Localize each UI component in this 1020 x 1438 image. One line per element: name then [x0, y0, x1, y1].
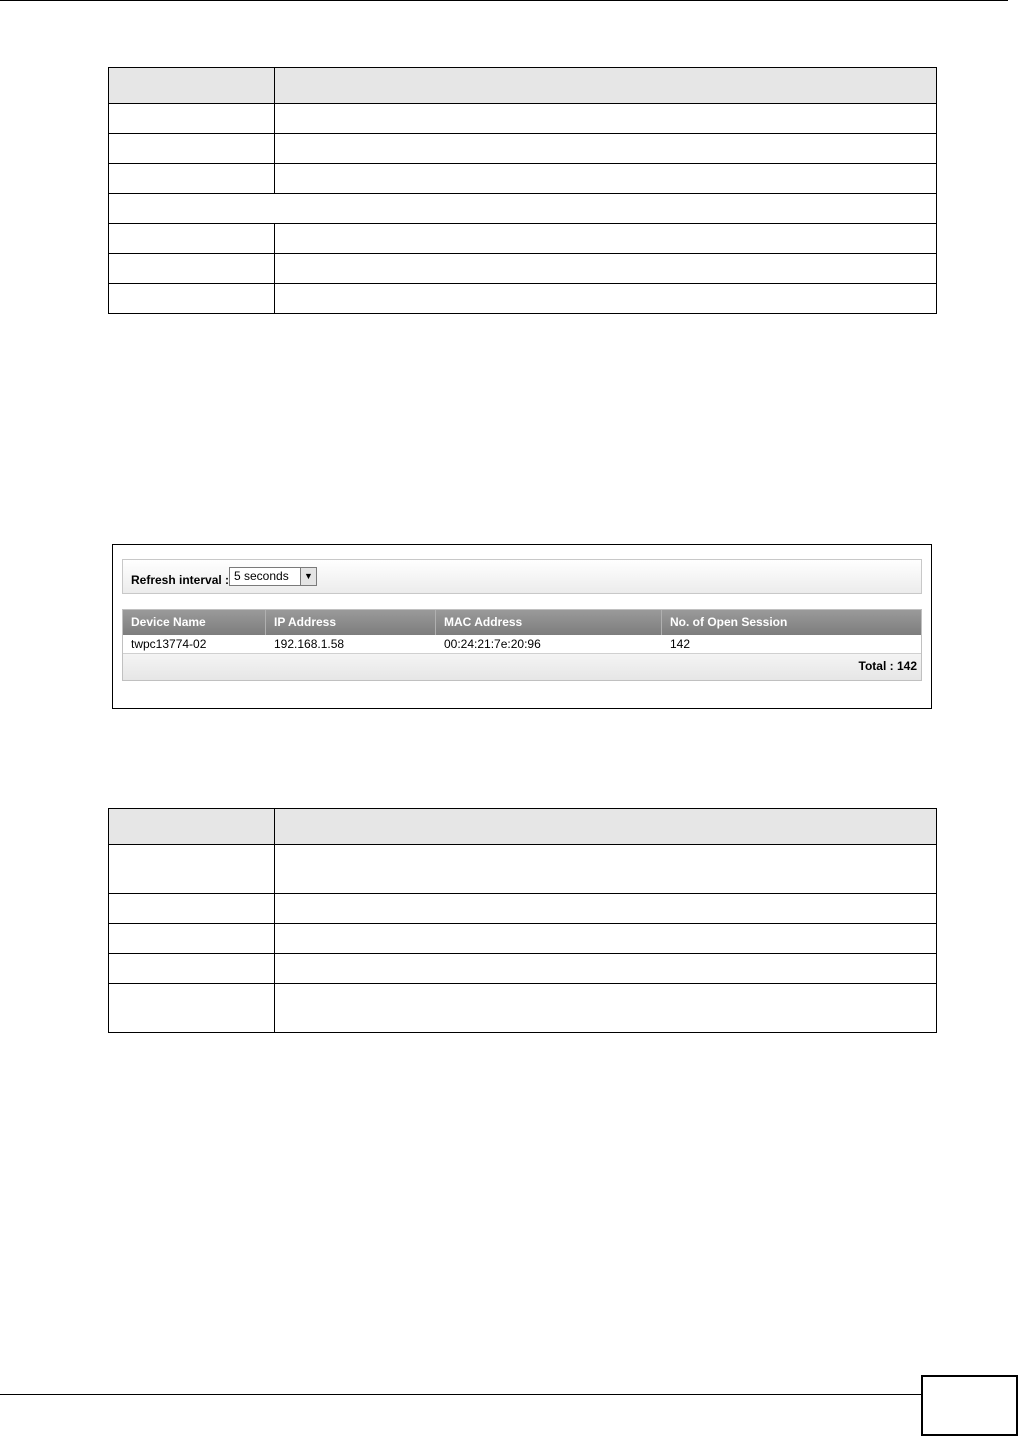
table-row — [109, 164, 937, 194]
header-rule — [0, 0, 1008, 1]
cell-device-name: twpc13774-02 — [131, 637, 207, 651]
table-section-row — [109, 194, 937, 224]
column-mac-address: MAC Address — [436, 610, 662, 635]
column-open-sessions: No. of Open Session — [670, 615, 788, 629]
table-row — [109, 104, 937, 134]
table-header-cell — [109, 68, 275, 104]
chevron-down-icon[interactable]: ▼ — [300, 568, 316, 585]
session-table-footer — [123, 654, 921, 680]
session-table — [122, 609, 922, 681]
refresh-toolbar — [122, 559, 922, 594]
table-row — [109, 224, 937, 254]
field-description-table-1 — [108, 67, 937, 314]
table-row — [109, 284, 937, 314]
field-description-table-2 — [108, 808, 937, 1033]
table-row — [109, 954, 937, 984]
session-table-header — [123, 610, 921, 635]
footer-rule — [0, 1394, 921, 1395]
total-sessions: Total : 142 — [858, 659, 917, 673]
refresh-interval-label: Refresh interval : — [131, 573, 230, 587]
table-row — [109, 845, 937, 894]
table-row — [109, 894, 937, 924]
table-header-cell — [109, 809, 275, 845]
column-ip-address: IP Address — [266, 610, 436, 635]
table-row — [109, 924, 937, 954]
table-header-cell — [275, 68, 937, 104]
table-row — [109, 134, 937, 164]
table-row — [123, 635, 921, 654]
page-number-box — [921, 1375, 1018, 1436]
column-device-name: Device Name — [123, 610, 266, 635]
refresh-interval-select[interactable] — [229, 567, 317, 586]
table-header-cell — [275, 809, 937, 845]
session-monitor-figure — [112, 544, 932, 709]
refresh-interval-value: 5 seconds — [234, 569, 289, 583]
cell-open-sessions: 142 — [670, 637, 691, 651]
cell-mac-address: 00:24:21:7e:20:96 — [444, 637, 541, 651]
cell-ip-address: 192.168.1.58 — [274, 637, 345, 651]
table-row — [109, 984, 937, 1033]
table-row — [109, 254, 937, 284]
